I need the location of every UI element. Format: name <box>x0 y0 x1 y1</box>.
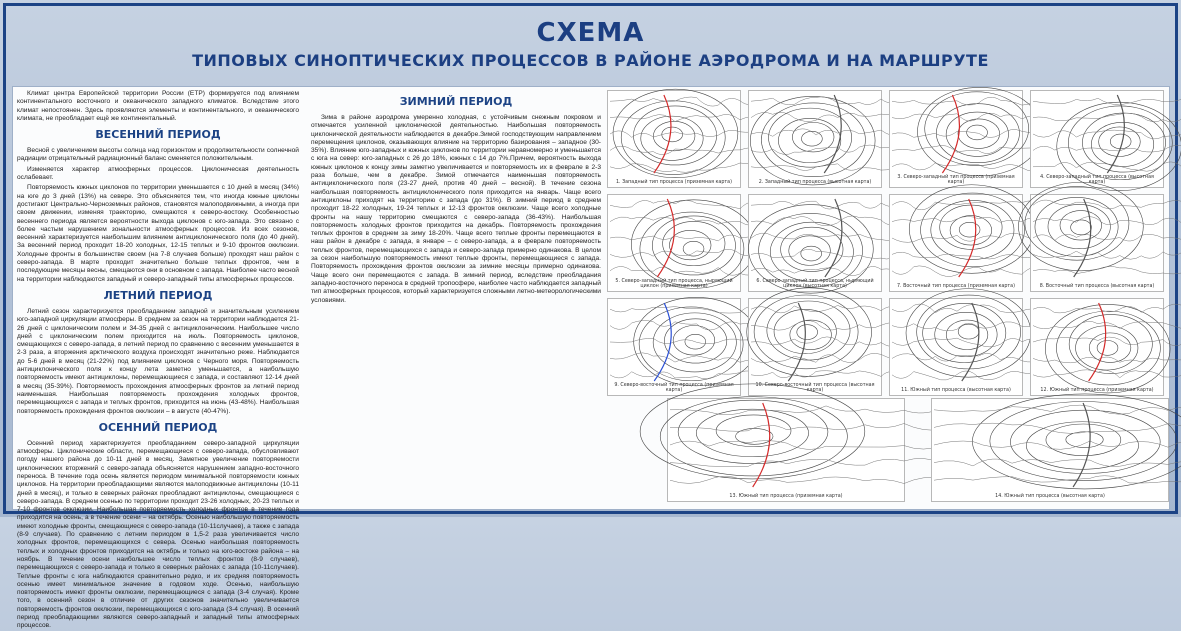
synoptic-map <box>1030 90 1164 188</box>
synoptic-maps-grid <box>607 90 1167 504</box>
spring-paragraph: Весной с увеличением высоты солнца над горизонтом и продолжительности солнечной радиации отрицательный радиационный баланс сменяется положительным. <box>17 147 299 163</box>
map-caption: 2. Западный тип процесса (высотная карта) <box>758 180 872 186</box>
map-caption: 3. Северо-западный тип процесса (приземная карта) <box>897 174 1015 186</box>
weather-map-sketch <box>892 93 1022 175</box>
weather-map-sketch <box>610 301 740 383</box>
synoptic-map <box>748 90 882 188</box>
map-caption: 7. Восточный тип процесса (приземная карта) <box>896 284 1015 290</box>
weather-map-sketch <box>892 301 1022 383</box>
autumn-heading: ОСЕННИЙ ПЕРИОД <box>98 420 218 434</box>
spring-paragraph: Изменяется характер атмосферных процессов. Циклоническая деятельность ослабевает. <box>17 165 299 182</box>
map-caption: 5. Северо-западный тип процесса, ныряющий циклон (приземная карта) <box>615 278 733 290</box>
synoptic-map <box>931 398 1169 502</box>
map-caption: 11. Южный тип процесса (высотная карта) <box>901 388 1011 394</box>
synoptic-map <box>889 194 1023 292</box>
weather-map-sketch <box>751 93 881 175</box>
weather-map-sketch <box>1033 197 1163 279</box>
synoptic-map <box>748 194 882 292</box>
weather-map-sketch <box>934 401 1168 489</box>
map-caption: 1. Западный тип процесса (приземная карта) <box>616 180 732 186</box>
summer-heading: ЛЕТНИЙ ПЕРИОД <box>103 288 213 302</box>
winter-heading: ЗИМНИЙ ПЕРИОД <box>399 95 513 108</box>
synoptic-map <box>607 194 741 292</box>
intro-paragraph: Климат центра Европейской территории России (ЕТР) формируется под влиянием континентального восточного и океанического западного климатов. Вследствие этого климат непостоянен. Здесь проявляются элементы и континентального, и океанического климата, не преобладает ещё же континентальный. <box>17 90 299 122</box>
spring-paragraph: Повторяемость южных циклонов по территории уменьшается с 10 дней в месяц (34%) на юге до 3 дней (13%) на севере. Это объясняется тем, что иногда южные циклоны достигают Центрально-Черноземных районов, становятся малоподвижными, а иногда при своем движении, изменяя траекторию, смещаются к северо-востоку. Особенностью весеннего периода является вероятности выхода циклонов с юго-запада. Это связано с более частым нарушением зональности атмосферных процессов. Из всех сезонов, весенний характеризуется наибольшим влиянием антициклонического поля (до 40 дней). За весенний период проходит 18-20 холодных, 12-15 теплых и 9-10 фронтов окклюзии. Холодные фронты в большинстве своем (на 7-8 случаев больше) проходят наш район с северо-запада. В марте проходит значительно больше теплых фронтов, чем в последующие месяцы весны, смещаются они в основном с запада. Наиболее часто весной на территории наблюдаются западный и северо-западный типы атмосферных процессов. <box>17 184 299 283</box>
autumn-paragraph: Осенний период характеризуется преобладанием северо-западной циркуляции атмосферы. Циклонические области, перемещающиеся с северо-запада, обусловливают погоду нашего района до 10-11 дней в месяц. Заметное увеличение повторяемости циклонических вторжений с северо-запада объясняется нарушением западно-восточного переноса. В течение года осень является периодом минимальной повторяемости южных циклонов. На территории преобладающими являются малоподвижные антициклоны (10-11 дней в месяц), и только в северных районах преобладают антициклоны, смещающиеся с северо-запада. В среднем осенью по территории проходит 23-26 холодных, 20-23 теплых и 7-10 фронтов окклюзии. Наибольшая повторяемость холодных фронтов в течение года приходится на осень, а в течение осени – на октябрь. Осенью наибольшую повторяемость имеют холодные фронты, смещающиеся с северо-запада (10-11случаев), а также с запада (8-9 случаев). По сравнению с летним периодом в 1,5-2 раза увеличивается число холодных фронтов, перемещающихся с севера. Осенью наибольшая повторяемость теплых и холодных фронтов приходится на октябрь и только на юго-востоке района – на ноябрь. В течение осени наибольшее число теплых фронтов (8-9 случаев), перемещающихся с северо-запада и только в северных районах с запада (10-11случаев). Теплые фронты с юга наблюдаются сравнительно редко, и их средняя повторяемость осенью имеет минимальное значение в годовом ходе. Осенью, наибольшую повторяемость имеют фронты окклюзии, перемещающиеся с запада (3-4 случая). Кроме того, в осенний сезон в отличие от других сезонов значительно увеличивается повторяемость фронтов окклюзии, перемещающихся с юго-запада (3-4 случая). В осенний период преобладающими являются северо-западный и западный типы атмосферных процессов. <box>17 439 299 630</box>
weather-map-sketch <box>610 93 740 175</box>
synoptic-map <box>748 298 882 396</box>
map-caption: 10. Северо-восточный тип процесса (высотная карта) <box>755 382 875 394</box>
text-column-left <box>17 90 299 630</box>
synoptic-map <box>1030 298 1164 396</box>
poster-subtitle: ТИПОВЫХ СИНОПТИЧЕСКИХ ПРОЦЕССОВ В РАЙОНЕ АЭРОДРОМА И НА МАРШРУТЕ <box>192 51 989 70</box>
winter-paragraph: Зима в районе аэродрома умеренно холодная, с устойчивым снежным покровом и отмечается усиленной циклонической деятельностью. Наибольшая повторяемость циклонической деятельности наблюдается в декабре.Зимой господствующим направлением перемещения циклонов, оказывающих влияние на территорию базирования – западное (30-35%). Влияние юго-западных и южных циклонов по территории неравномерно и уменьшается с юга на север: юго-западных с 26 до 18%, южных с 14 до 7%.Причем, вероятность выхода южных циклонов к концу зимы заметно увеличивается и повторяемость их в феврале в 2-3 раза больше, чем в декабре. Зимой отмечается наименьшая повторяемость антициклонического поля (23-27 дней, против 40 дней – весной). В течение сезона наибольшая повторяемость антициклонического поля приходится на январь. Чаще всего антициклоны приходят на территорию с запада (до 31%). В зимний период в среднем проходит 18-22 холодных, 19-24 теплых и 12-13 фронтов окклюзии. Чаще всего холодные фронты на нашу территорию смещаются с северо-запада (36-43%). Наибольшая повторяемость холодных фронтов приходится на декабрь. Повторяемость прохождения теплых фронтов в среднем за зиму 18-20%. Чаще всего теплые фронты перемещаются в наш район в декабре с запада, в январе – с северо-запада, а в феврале повторяемость теплых фронтов, перемещающихся с запада и северо-запада примерно одинакова. В целом за сезон наибольшую повторяемость имеют теплые фронты, перемещающиеся с запада. Повторяемость прохождения фронтов окклюзии за зимние месяцы примерно одинакова. Чаще всего они перемещаются с запада. В зимний период, вследствие преобладания западно-восточного переноса в средней тропосфере, наиболее часто наблюдается западный тип атмосферных процессов, который характеризуется сложными летно-метеорологическими условиями. <box>311 114 601 304</box>
synoptic-map <box>607 298 741 396</box>
map-caption: 6. Северо-западный тип процесса, ныряющий циклон (высотная карта) <box>756 278 874 290</box>
text-column-middle <box>311 90 601 504</box>
weather-map-sketch <box>892 197 1022 279</box>
spring-heading: ВЕСЕННИЙ ПЕРИОД <box>95 128 221 142</box>
synoptic-map <box>607 90 741 188</box>
summer-paragraph: Летний сезон характеризуется преобладанием западной и значительным усилением юго-западной циркуляции атмосферы. В среднем за сезон на территории наблюдается 21-26 дней с циклоническим полем и 34-35 дней с антициклоническим. Наибольшее число дней с циклоническим полем приходится на июль. Повторяемость циклонов, смещающихся с северо-запада, в летний период по сравнению с весенним уменьшается в 2-3 раза, а вторжения арктического воздуха происходят значительно реже. Наблюдается до 5-6 дней в месяц (21-22%) под влиянием циклонов с Черного моря. Повторяемость антициклонического поля к концу лета заметно уменьшается, а наибольшую повторяемость имеют антициклоны, перемещающиеся с запада, и составляют 12-14 дней в месяц (35-39%). Повторяемость прохождения атмосферных фронтов за летний период наименьшая. Наибольшая повторяемость прохождения холодных фронтов, перемещающихся с запада и теплых фронтов, приходится на июнь (43-48%). Наибольшая повторяемость прохождения фронтов окклюзии – в августе (40-47%). <box>17 307 299 415</box>
weather-map-sketch <box>1033 93 1163 175</box>
synoptic-map <box>889 90 1023 188</box>
map-caption: 8. Восточный тип процесса (высотная карта) <box>1039 284 1155 290</box>
poster-title: СХЕМА <box>536 18 645 48</box>
weather-map-sketch <box>751 301 881 383</box>
map-caption: 9. Северо-восточный тип процесса (приземная карта) <box>614 382 734 394</box>
map-caption: 13. Южный тип процесса (приземная карта) <box>729 494 843 500</box>
weather-map-sketch <box>1033 301 1163 383</box>
synoptic-map <box>667 398 905 502</box>
map-caption: 4. Северо-западный тип процесса (высотная карта) <box>1040 174 1154 186</box>
weather-map-sketch <box>670 401 904 489</box>
synoptic-map <box>889 298 1023 396</box>
map-caption: 12. Южный тип процесса (приземная карта) <box>1040 388 1154 394</box>
map-caption: 14. Южный тип процесса (высотная карта) <box>995 494 1105 500</box>
weather-map-sketch <box>751 197 881 279</box>
weather-map-sketch <box>610 197 740 279</box>
synoptic-map <box>1030 194 1164 292</box>
